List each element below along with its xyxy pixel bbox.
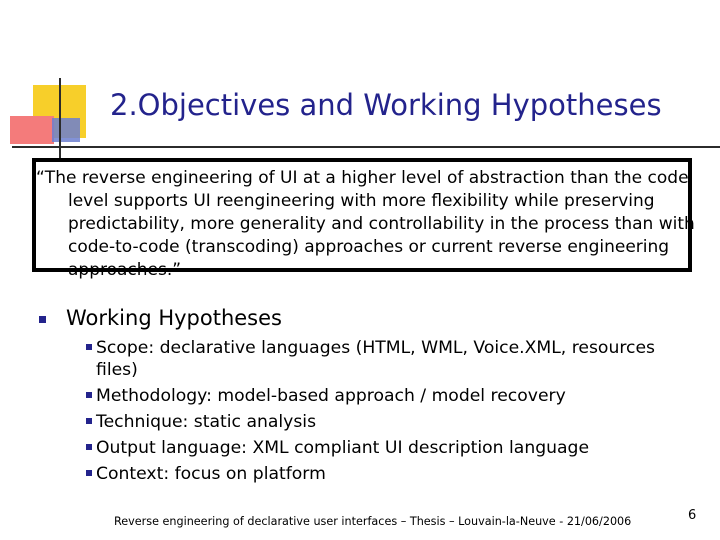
bullet-square-icon — [86, 344, 92, 350]
bullet-square-icon — [39, 316, 46, 323]
decorative-red-square — [10, 116, 54, 144]
title-divider-line — [12, 146, 720, 148]
bullet-square-icon — [86, 392, 92, 398]
list-item — [86, 385, 686, 407]
hypotheses-list — [86, 337, 686, 489]
hypothesis-scope: Scope: declarative languages (HTML, WML, Voice.XML, resources files) — [96, 338, 656, 380]
list-item — [86, 337, 686, 381]
bullet-square-icon — [86, 470, 92, 476]
decorative-blue-square — [52, 118, 80, 142]
list-item — [86, 463, 686, 485]
working-hypotheses-heading: Working Hypotheses — [66, 306, 282, 330]
hypothesis-context: Context: focus on platform — [96, 464, 326, 484]
hypothesis-methodology: Methodology: model-based approach / model recovery — [96, 386, 566, 406]
bullet-square-icon — [86, 444, 92, 450]
hypothesis-output-language: Output language: XML compliant UI description language — [96, 438, 590, 458]
slide-title: 2.Objectives and Working Hypotheses — [110, 88, 662, 122]
list-item — [86, 437, 686, 459]
bullet-square-icon — [86, 418, 92, 424]
hypothesis-technique: Technique: static analysis — [96, 412, 317, 432]
list-item — [86, 411, 686, 433]
page-number: 6 — [688, 508, 697, 523]
objective-quote: “The reverse engineering of UI at a higher level of abstraction than the code level supports UI reengineering with more flexibility while preserving predictability, more generality and controllability in the process than with code-to-code (transcoding) approaches or current reverse engineering approaches.” — [36, 168, 695, 280]
slide-footer: Reverse engineering of declarative user interfaces – Thesis – Louvain-la-Neuve - 21/06/2006 — [114, 515, 632, 528]
